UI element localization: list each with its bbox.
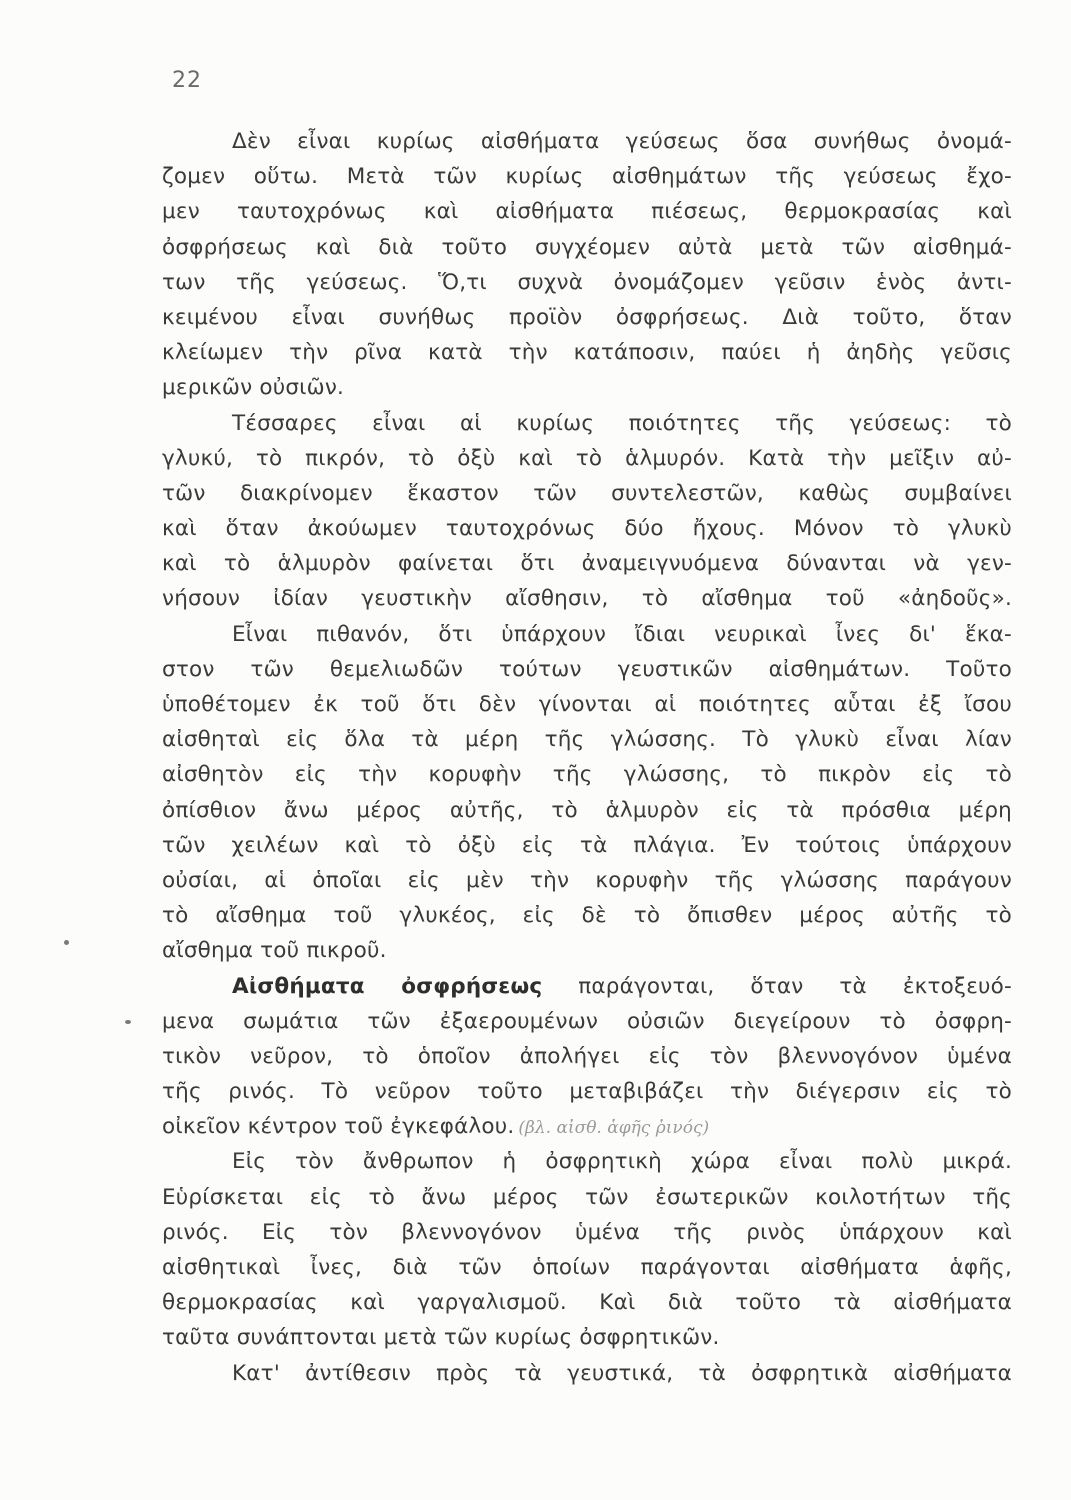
text-line: τικὸν νεῦρον, τὸ ὁποῖον ἀπολήγει εἰς τὸν βλεννογόνον ὑμένα	[162, 1043, 1012, 1069]
text-line: μερικῶν οὐσιῶν.	[162, 375, 345, 401]
text-line: αἰσθηταὶ εἰς ὅλα τὰ μέρη τῆς γλώσσης. Τὸ γλυκὺ εἶναι λίαν	[162, 727, 1012, 753]
text-line: Τέσσαρες εἶναι αἱ κυρίως ποιότητες τῆς γεύσεως: τὸ	[232, 410, 1012, 436]
text-line: κλείωμεν τὴν ρῖνα κατὰ τὴν κατάποσιν, παύει ἡ ἀηδὴς γεῦσις	[162, 340, 1012, 366]
text-line	[162, 969, 1012, 1004]
text-line: αἴσθημα τοῦ πικροῦ.	[162, 938, 387, 964]
body-text	[162, 124, 1012, 1391]
text-line: των τῆς γεύσεως. Ὅ,τι συχνὰ ὀνομάζομεν γεῦσιν ἑνὸς ἀντι-	[162, 269, 1012, 295]
text-line: τῆς ρινός. Τὸ νεῦρον τοῦτο μεταβιβάζει τὴν διέγερσιν εἰς τὸ	[162, 1079, 1012, 1105]
margin-dot	[125, 1020, 131, 1024]
text-line: τῶν χειλέων καὶ τὸ ὀξὺ εἰς τὰ πλάγια. Ἐν τούτοις ὑπάρχουν	[162, 832, 1012, 858]
text-run: παράγονται, ὅταν τὰ ἐκτοξευό-	[578, 973, 1012, 999]
text-run: οἰκεῖον κέντρον τοῦ ἐγκεφάλου.	[162, 1114, 515, 1140]
text-line: αἰσθητικαὶ ἶνες, διὰ τῶν ὁποίων παράγονται αἰσθήματα ἁφῆς,	[162, 1255, 1012, 1280]
text-line	[162, 1109, 1012, 1144]
text-line: γλυκύ, τὸ πικρόν, τὸ ὀξὺ καὶ τὸ ἁλμυρόν. Κατὰ τὴν μεῖξιν αὐ-	[162, 445, 1012, 471]
text-line: ὀσφρήσεως καὶ διὰ τοῦτο συγχέομεν αὐτὰ μετὰ τῶν αἰσθημά-	[162, 234, 1012, 260]
text-line: αἰσθητὸν εἰς τὴν κορυφὴν τῆς γλώσσης, τὸ πικρὸν εἰς τὸ	[162, 762, 1012, 788]
text-line: τῶν διακρίνομεν ἕκαστον τῶν συντελεστῶν, καθὼς συμβαίνει	[162, 480, 1012, 506]
text-line: ὀπίσθιον ἄνω μέρος αὐτῆς, τὸ ἁλμυρὸν εἰς τὰ πρόσθια μέρη	[162, 797, 1012, 823]
text-line: Δὲν εἶναι κυρίως αἰσθήματα γεύσεως ὅσα συνήθως ὀνομά-	[232, 129, 1012, 154]
text-line: μεν ταυτοχρόνως καὶ αἰσθήματα πιέσεως, θερμοκρασίας καὶ	[162, 199, 1012, 225]
text-line: κειμένου εἶναι συνήθως προϊὸν ὀσφρήσεως. Διὰ τοῦτο, ὅταν	[162, 304, 1012, 330]
text-line: ταῦτα συνάπτονται μετὰ τῶν κυρίως ὀσφρητικῶν.	[162, 1325, 720, 1351]
text-line: οὐσίαι, αἱ ὁποῖαι εἰς μὲν τὴν κορυφὴν τῆς γλώσσης παράγουν	[162, 867, 1012, 893]
margin-dot	[64, 940, 69, 945]
text-line: ρινός. Εἰς τὸν βλεννογόνον ὑμένα τῆς ρινὸς ὑπάρχουν καὶ	[162, 1219, 1012, 1245]
text-line: ὑποθέτομεν ἐκ τοῦ ὅτι δὲν γίνονται αἱ ποιότητες αὗται ἐξ ἴσου	[162, 692, 1012, 717]
text-line: νήσουν ἰδίαν γευστικὴν αἴσθησιν, τὸ αἴσθημα τοῦ «ἀηδοῦς».	[162, 586, 1012, 612]
page-number: 22	[172, 68, 202, 93]
text-line: καὶ τὸ ἁλμυρὸν φαίνεται ὅτι ἀναμειγνυόμενα δύνανται νὰ γεν-	[162, 551, 1012, 577]
text-line: Εὑρίσκεται εἰς τὸ ἄνω μέρος τῶν ἐσωτερικῶν κοιλοτήτων τῆς	[162, 1184, 1012, 1210]
text-line: ζομεν οὕτω. Μετὰ τῶν κυρίως αἰσθημάτων τῆς γεύσεως ἔχο-	[162, 164, 1012, 190]
text-line: τὸ αἴσθημα τοῦ γλυκέος, εἰς δὲ τὸ ὄπισθεν μέρος αὐτῆς τὸ	[162, 903, 1012, 929]
text-line: μενα σωμάτια τῶν ἐξαερουμένων οὐσιῶν διεγείρουν τὸ ὀσφρη-	[162, 1008, 1012, 1034]
text-line: θερμοκρασίας καὶ γαργαλισμοῦ. Καὶ διὰ τοῦτο τὰ αἰσθήματα	[162, 1290, 1012, 1316]
text-line: στον τῶν θεμελιωδῶν τούτων γευστικῶν αἰσθημάτων. Τοῦτο	[162, 656, 1012, 682]
text-line: Εἶναι πιθανόν, ὅτι ὑπάρχουν ἴδιαι νευρικαὶ ἶνες δι' ἕκα-	[232, 621, 1012, 647]
text-line: Εἰς τὸν ἄνθρωπον ἡ ὀσφρητικὴ χώρα εἶναι πολὺ μικρά.	[232, 1149, 1012, 1175]
text-line: καὶ ὅταν ἀκούωμεν ταυτοχρόνως δύο ἤχους. Μόνον τὸ γλυκὺ	[162, 516, 1012, 542]
section-heading: Αἰσθήματα ὀσφρήσεως	[232, 973, 543, 999]
handwritten-note: (βλ. αἰσθ. ἁφῆς ῥινός)	[518, 1118, 710, 1139]
text-line: Κατ' ἀντίθεσιν πρὸς τὰ γευστικά, τὰ ὀσφρητικὰ αἰσθήματα	[232, 1360, 1012, 1386]
